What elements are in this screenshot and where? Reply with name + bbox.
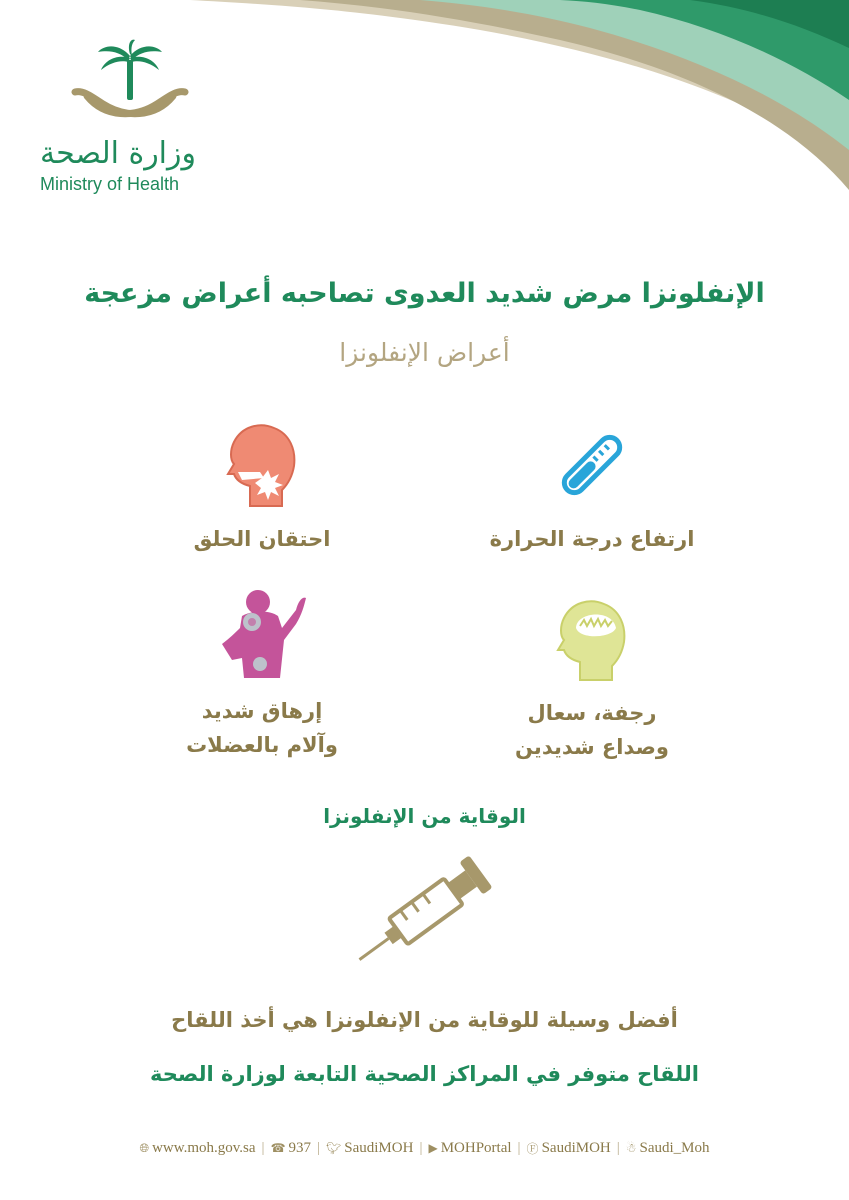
footer-phone[interactable]: ☎︎ 937 [270,1140,312,1156]
syringe-icon [350,852,500,972]
snapchat-icon: ☃︎ [625,1141,637,1155]
ministry-logo [30,38,230,194]
contact-footer [0,1140,849,1157]
ministry-name-english: Ministry of Health [40,174,180,194]
footer-divider: | [419,1140,423,1156]
symptom-label-line2: وصداع شديدين [515,735,669,759]
symptom-label-line1: رجفة، سعال [527,701,657,725]
thermometer-icon [547,422,637,508]
footer-youtube[interactable]: ▶︎ MOHPortal [428,1140,512,1156]
symptom-label: ارتفاع درجة الحرارة [489,527,695,551]
symptom-sore-throat [132,420,392,556]
symptom-muscle-pain [132,588,392,762]
footer-snapchat[interactable]: ☃︎ Saudi_Moh [625,1140,710,1156]
footer-divider: | [616,1140,620,1156]
main-headline: الإنفلونزا مرض شديد العدوى تصاحبه أعراض مزعجة [84,278,765,309]
symptom-label-line2: وآلام بالعضلات [186,733,338,757]
symptoms-subheading: أعراض الإنفلونزا [339,338,510,367]
symptom-headache [462,598,722,764]
footer-twitter[interactable]: 🐦︎ SaudiMOH [326,1140,414,1156]
vaccine-availability-message: اللقاح متوفر في المراكز الصحية التابعة لوزارة الصحة [150,1062,699,1086]
headache-icon [550,598,634,682]
twitter-icon: 🐦︎ [326,1141,342,1155]
prevention-message: أفضل وسيلة للوقاية من الإنفلونزا هي أخذ اللقاح [171,1008,678,1032]
symptom-label-line1: إرهاق شديد [201,699,323,723]
footer-facebook[interactable]: Ⓕ︎ SaudiMOH [526,1140,611,1156]
footer-divider: | [317,1140,321,1156]
symptom-fever [462,422,722,556]
prevention-title: الوقاية من الإنفلونزا [323,804,526,828]
sore-throat-icon [220,420,304,508]
phone-icon: ☎︎ [270,1141,286,1155]
muscle-pain-icon [212,588,312,680]
footer-divider: | [261,1140,265,1156]
symptom-label: احتقان الحلق [193,527,331,551]
globe-icon: 🌐︎ [139,1141,150,1155]
footer-website[interactable]: 🌐︎ www.moh.gov.sa [139,1140,256,1156]
facebook-icon: Ⓕ︎ [526,1142,539,1156]
youtube-icon: ▶︎ [428,1141,438,1155]
palm-swords-emblem-icon [65,38,195,133]
footer-divider: | [517,1140,521,1156]
ministry-name-arabic: وزارة الصحة [40,136,196,171]
